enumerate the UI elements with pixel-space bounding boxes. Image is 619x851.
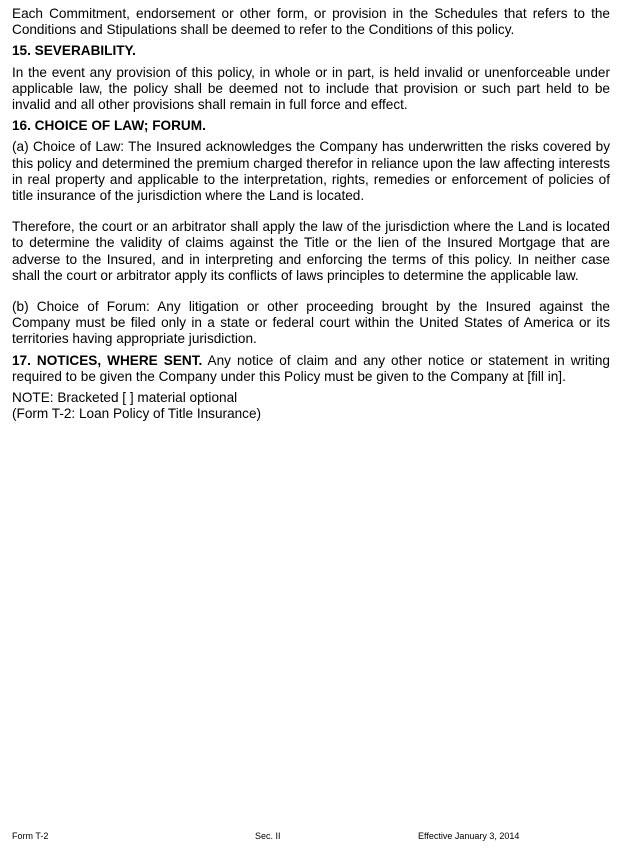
section-17-paragraph bbox=[12, 353, 610, 385]
form-name-line: (Form T-2: Loan Policy of Title Insurance) bbox=[12, 406, 262, 422]
footer-section-label: Sec. II bbox=[255, 831, 281, 841]
intro-paragraph: Each Commitment, endorsement or other form, or provision in the Schedules that refers to the Conditions and Stipulations shall be deemed to refer to the Conditions of this policy. bbox=[12, 6, 610, 38]
section-17-heading: 17. NOTICES, WHERE SENT. bbox=[12, 352, 203, 368]
section-15-heading: 15. SEVERABILITY. bbox=[12, 43, 136, 59]
note-line: NOTE: Bracketed [ ] material optional bbox=[12, 390, 238, 406]
section-16-heading: 16. CHOICE OF LAW; FORUM. bbox=[12, 118, 206, 134]
footer-form-label: Form T-2 bbox=[12, 831, 49, 841]
section-16-choice-of-law-paragraph: (a) Choice of Law: The Insured acknowledges the Company has underwritten the risks covered by this policy and determined the premium charged therefor in reliance upon the law affecting interests in real property and applicable to the interpretation, rights, remedies or enforcement of policies of title insurance of the jurisdiction where the Land is located. bbox=[12, 139, 610, 204]
section-16-choice-of-forum-paragraph: (b) Choice of Forum: Any litigation or other proceeding brought by the Insured against the Company must be filed only in a state or federal court within the United States of America or its territories having appropriate jurisdiction. bbox=[12, 299, 610, 347]
footer-effective-date: Effective January 3, 2014 bbox=[418, 831, 520, 841]
section-16-therefore-paragraph: Therefore, the court or an arbitrator shall apply the law of the jurisdiction where the Land is located to determine the validity of claims against the Title or the lien of the Insured Mortgage that are adverse to the Insured, and in interpreting and enforcing the terms of this policy. In neither case shall the court or arbitrator apply its conflicts of laws principles to determine the applicable law. bbox=[12, 219, 610, 283]
section-15-paragraph: In the event any provision of this policy, in whole or in part, is held invalid or unenforceable under applicable law, the policy shall be deemed not to include that provision or such part held to be invalid and all other provisions shall remain in full force and effect. bbox=[12, 64, 610, 113]
document-body bbox=[12, 6, 610, 422]
section-17-body: Any notice of claim and any other notice or statement in writing required to be given the Company under this Policy must be given to the Company at [fill in]. bbox=[12, 352, 610, 384]
